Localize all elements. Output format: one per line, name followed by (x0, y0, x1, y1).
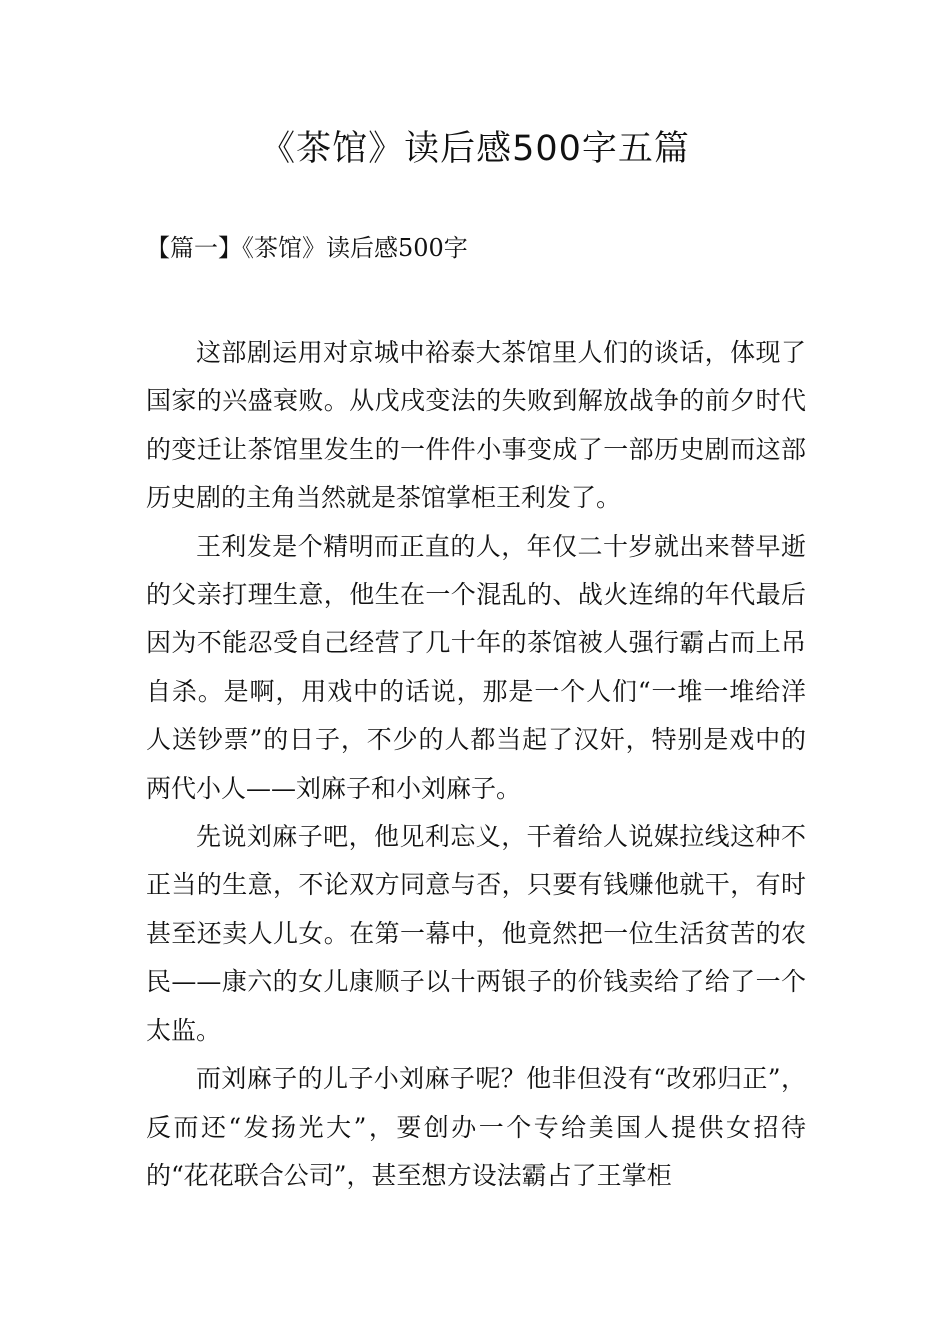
paragraph: 这部剧运用对京城中裕泰大茶馆里人们的谈话，体现了国家的兴盛衰败。从戊戌变法的失败到解放战争的前夕时代的变迁让茶馆里发生的一件件小事变成了一部历史剧而这部历史剧的主角当然就是茶馆掌柜王利发了。 (146, 338, 806, 513)
article-body (146, 329, 806, 1200)
paragraph: 先说刘麻子吧，他见利忘义，干着给人说媒拉线这种不正当的生意，不论双方同意与否，只要有钱赚他就干，有时甚至还卖人儿女。在第一幕中，他竟然把一位生活贫苦的农民——康六的女儿康顺子以十两银子的价钱卖给了给了一个太监。 (146, 822, 806, 1045)
document-title: 《茶馆》读后感500字五篇 (260, 129, 690, 169)
paragraph: 王利发是个精明而正直的人，年仅二十岁就出来替早逝的父亲打理生意，他生在一个混乱的、战火连绵的年代最后因为不能忍受自己经营了几十年的茶馆被人强行霸占而上吊自杀。是啊，用戏中的话说，那是一个人们“一堆一堆给洋人送钞票”的日子，不少的人都当起了汉奸，特别是戏中的两代小人——刘麻子和小刘麻子。 (146, 531, 806, 803)
paragraph: 而刘麻子的儿子小刘麻子呢？他非但没有“改邪归正”，反而还“发扬光大”，要创办一个专给美国人提供女招待的“花花联合公司”，甚至想方设法霸占了王掌柜 (146, 1064, 806, 1190)
section-heading: 【篇一】《茶馆》读后感500字 (146, 234, 468, 262)
